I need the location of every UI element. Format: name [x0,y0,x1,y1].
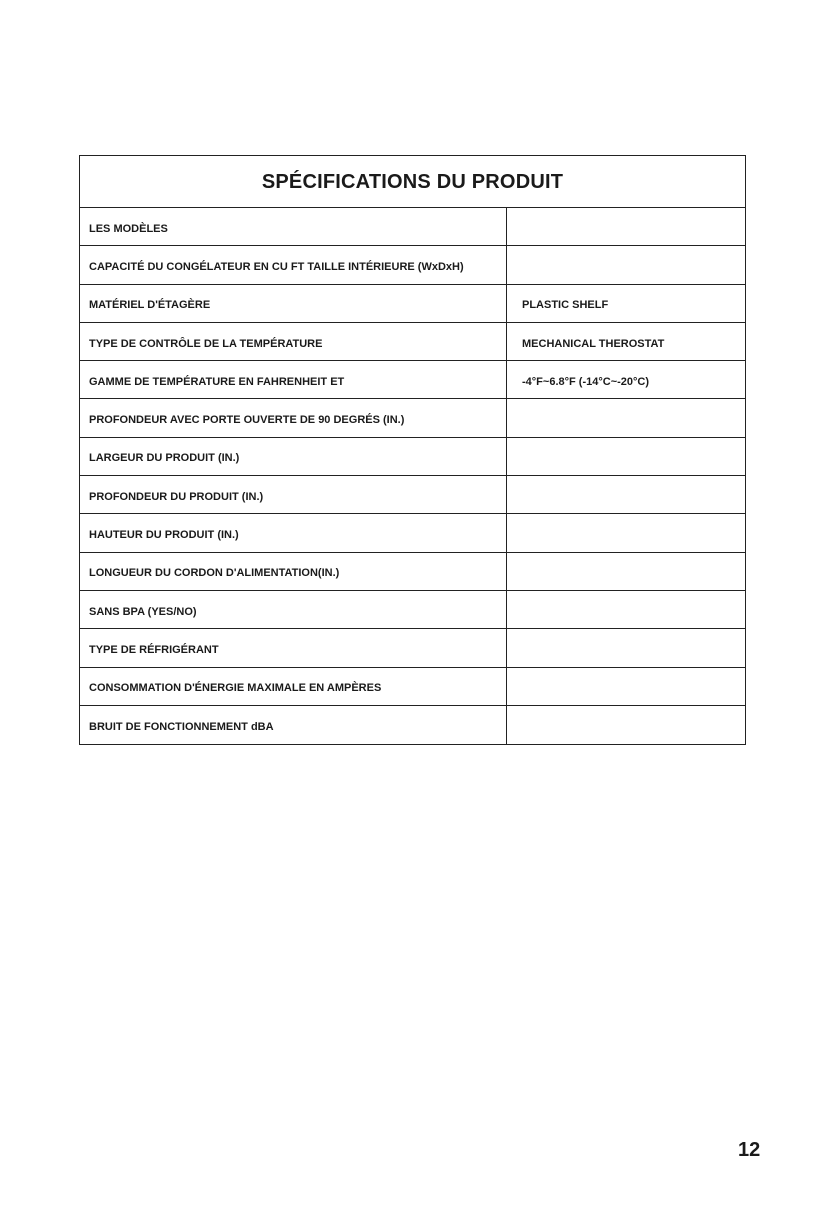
table-row [80,285,745,323]
table-row [80,208,745,246]
table-row [80,668,745,706]
row-value [507,246,745,283]
row-value [507,208,745,245]
table-row [80,246,745,284]
row-label: LARGEUR DU PRODUIT (IN.) [80,438,507,475]
row-value [507,399,745,436]
row-value [507,514,745,551]
row-value: PLASTIC SHELF [522,299,609,312]
row-label: BRUIT DE FONCTIONNEMENT dBA [80,706,507,744]
spec-table [79,155,746,745]
row-label: CAPACITÉ DU CONGÉLATEUR EN CU FT TAILLE INTÉRIEURE (WxDxH) [80,246,507,283]
table-row [80,629,745,667]
row-label: PROFONDEUR DU PRODUIT (IN.) [80,476,507,513]
table-row [80,553,745,591]
row-label: TYPE DE CONTRÔLE DE LA TEMPÉRATURE [80,323,507,360]
table-row [80,476,745,514]
row-label: GAMME DE TEMPÉRATURE EN FAHRENHEIT ET [80,361,507,398]
row-value [507,706,745,744]
row-label: SANS BPA (YES/NO) [80,591,507,628]
row-label: TYPE DE RÉFRIGÉRANT [80,629,507,666]
row-value [507,629,745,666]
row-value [507,476,745,513]
table-row [80,399,745,437]
row-value [507,668,745,705]
table-row [80,361,745,399]
page-number: 12 [738,1139,761,1161]
table-row [80,591,745,629]
row-label: MATÉRIEL D'ÉTAGÈRE [80,285,507,322]
row-label: CONSOMMATION D'ÉNERGIE MAXIMALE EN AMPÈRES [80,668,507,705]
table-row [80,514,745,552]
row-label: PROFONDEUR AVEC PORTE OUVERTE DE 90 DEGRÉS (IN.) [80,399,507,436]
row-value [507,438,745,475]
page-title: SPÉCIFICATIONS DU PRODUIT [80,156,745,208]
row-label: LONGUEUR DU CORDON D'ALIMENTATION(IN.) [80,553,507,590]
table-row [80,438,745,476]
row-value: MECHANICAL THEROSTAT [522,337,665,350]
row-value: -4°F~6.8°F (-14°C~-20°C) [522,375,650,388]
row-label: HAUTEUR DU PRODUIT (IN.) [80,514,507,551]
row-label: LES MODÈLES [80,208,507,245]
row-value [507,591,745,628]
row-value [507,553,745,590]
table-row [80,323,745,361]
table-row [80,706,745,744]
